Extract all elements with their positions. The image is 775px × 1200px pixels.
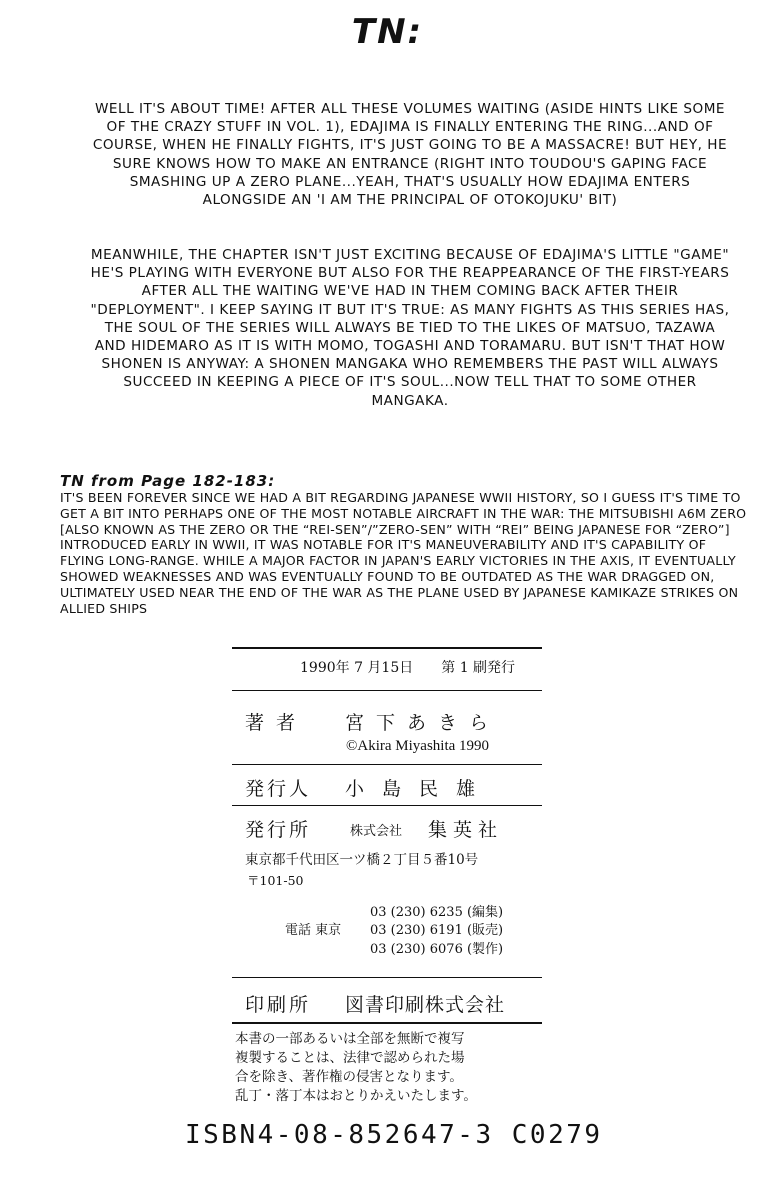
phone-editorial: 03 (230) 6235 (編集): [370, 905, 504, 920]
notice-line: 本書の一部あるいは全部を無断で複写: [235, 1031, 465, 1047]
tn-paragraph-1: WELL IT'S ABOUT TIME! AFTER ALL THESE VOLUMES WAITING (ASIDE HINTS LIKE SOME OF THE CRAZY STUFF IN VOL. 1), EDAJIMA IS FINALLY ENTERING THE RING...AND OF COURSE, WHEN HE FINALLY FIGHTS, IT'S JUST GOING TO BE A MASSACRE! BUT HEY, HE SURE KNOWS HOW TO MAKE AN ENTRANCE (RIGHT INTO TOUDOU'S GAPING FACE SMASHING UP A ZERO PLANE...YEAH, THAT'S USUALLY HOW EDAJIMA ENTERS ALONGSIDE AN 'I AM THE PRINCIPAL OF OTOKOJUKU' BIT): [92, 101, 728, 209]
publishing-house-name: 集英社: [428, 819, 504, 841]
tn-paragraph-2: MEANWHILE, THE CHAPTER ISN'T JUST EXCITING BECAUSE OF EDAJIMA'S LITTLE "GAME" HE'S PLAYING WITH EVERYONE BUT ALSO FOR THE REAPPEARANCE OF THE FIRST-YEARS AFTER ALL THE WAITING WE'VE HAD IN THEM COMING BACK AFTER THEIR "DEPLOYMENT". I KEEP SAYING IT BUT IT'S TRUE: AS MANY FIGHTS AS THIS SERIES HAS, THE SOUL OF THE SERIES WILL ALWAYS BE TIED TO THE LIKES OF MATSUO, TAZAWA AND HIDEMARO AS IT IS WITH MOMO, TOGASHI AND TORAMARU. BUT ISN'T THAT HOW SHONEN IS ANYWAY: A SHONEN MANGAKA WHO REMEMBERS THE PAST WILL ALWAYS SUCCEED IN KEEPING A PIECE OF IT'S SOUL...NOW TELL THAT TO SOME OTHER MANGAKA.: [90, 247, 730, 409]
divider-author: [232, 764, 542, 765]
phone-label: 電話 東京: [285, 923, 342, 938]
isbn-code: ISBN4-08-852647-3 C0279: [185, 1120, 603, 1150]
divider-date: [232, 690, 542, 691]
printer-label: 印刷所: [245, 994, 312, 1016]
publishing-house-label: 発行所: [245, 819, 312, 841]
publishing-house-type: 株式会社: [350, 824, 403, 839]
author-label: 著 者: [245, 712, 299, 734]
phone-production: 03 (230) 6076 (製作): [370, 942, 504, 957]
divider-phone: [232, 977, 542, 978]
divider-top: [232, 647, 542, 649]
page-note-body: IT'S BEEN FOREVER SINCE WE HAD A BIT REGARDING JAPANESE WWII HISTORY, SO I GUESS IT'S TIME TO GET A BIT INTO PERHAPS ONE OF THE MOST NOTABLE AIRCRAFT IN THE WAR: THE MITSUBISHI A6M ZERO [ALSO KNOWN AS THE ZERO OR THE “REI-SEN”/”ZERO-SEN” WITH “REI” BEING JAPANESE FOR “ZERO”] INTRODUCED EARLY IN WWII, IT WAS NOTABLE FOR IT'S MANEUVERABILITY AND IT'S CAPABILITY OF FLYING LONG-RANGE. WHILE A MAJOR FACTOR IN JAPAN'S EARLY VICTORIES IN THE AXIS, IT EVENTUALLY SHOWED WEAKNESSES AND WAS EVENTUALLY FOUND TO BE OUTDATED AS THE WAR DRAGGED ON, ULTIMATELY USED NEAR THE END OF THE WAR AS THE PLANE USED BY JAPANESE KAMIKAZE STRIKES ON ALLIED SHIPS: [60, 490, 747, 616]
page-note-heading: TN from Page 182-183:: [60, 472, 276, 490]
publisher-name: 小島民雄: [345, 778, 494, 800]
notice-line: 乱丁・落丁本はおとりかえいたします。: [235, 1088, 477, 1104]
phone-sales: 03 (230) 6191 (販売): [370, 923, 504, 938]
copyright-warning: [235, 1030, 477, 1106]
publisher-address: 東京都千代田区一ツ橋２丁目５番10号: [245, 852, 479, 868]
author-name: 宮下あきら: [345, 712, 501, 734]
notice-line: 合を除き、著作権の侵害となります。: [235, 1069, 463, 1085]
postal-code: 〒101-50: [247, 873, 304, 888]
notice-line: 複製することは、法律で認められた場: [235, 1050, 465, 1066]
divider-publisher: [232, 805, 542, 806]
divider-printer: [232, 1022, 542, 1024]
printer-name: 図書印刷株式会社: [345, 994, 506, 1016]
copyright-notice: ©Akira Miyashita 1990: [346, 738, 490, 754]
page-title: TN:: [351, 12, 424, 52]
publication-date: 1990年 7 月15日 第 1 刷発行: [300, 660, 516, 676]
publisher-label: 発行人: [245, 778, 312, 800]
